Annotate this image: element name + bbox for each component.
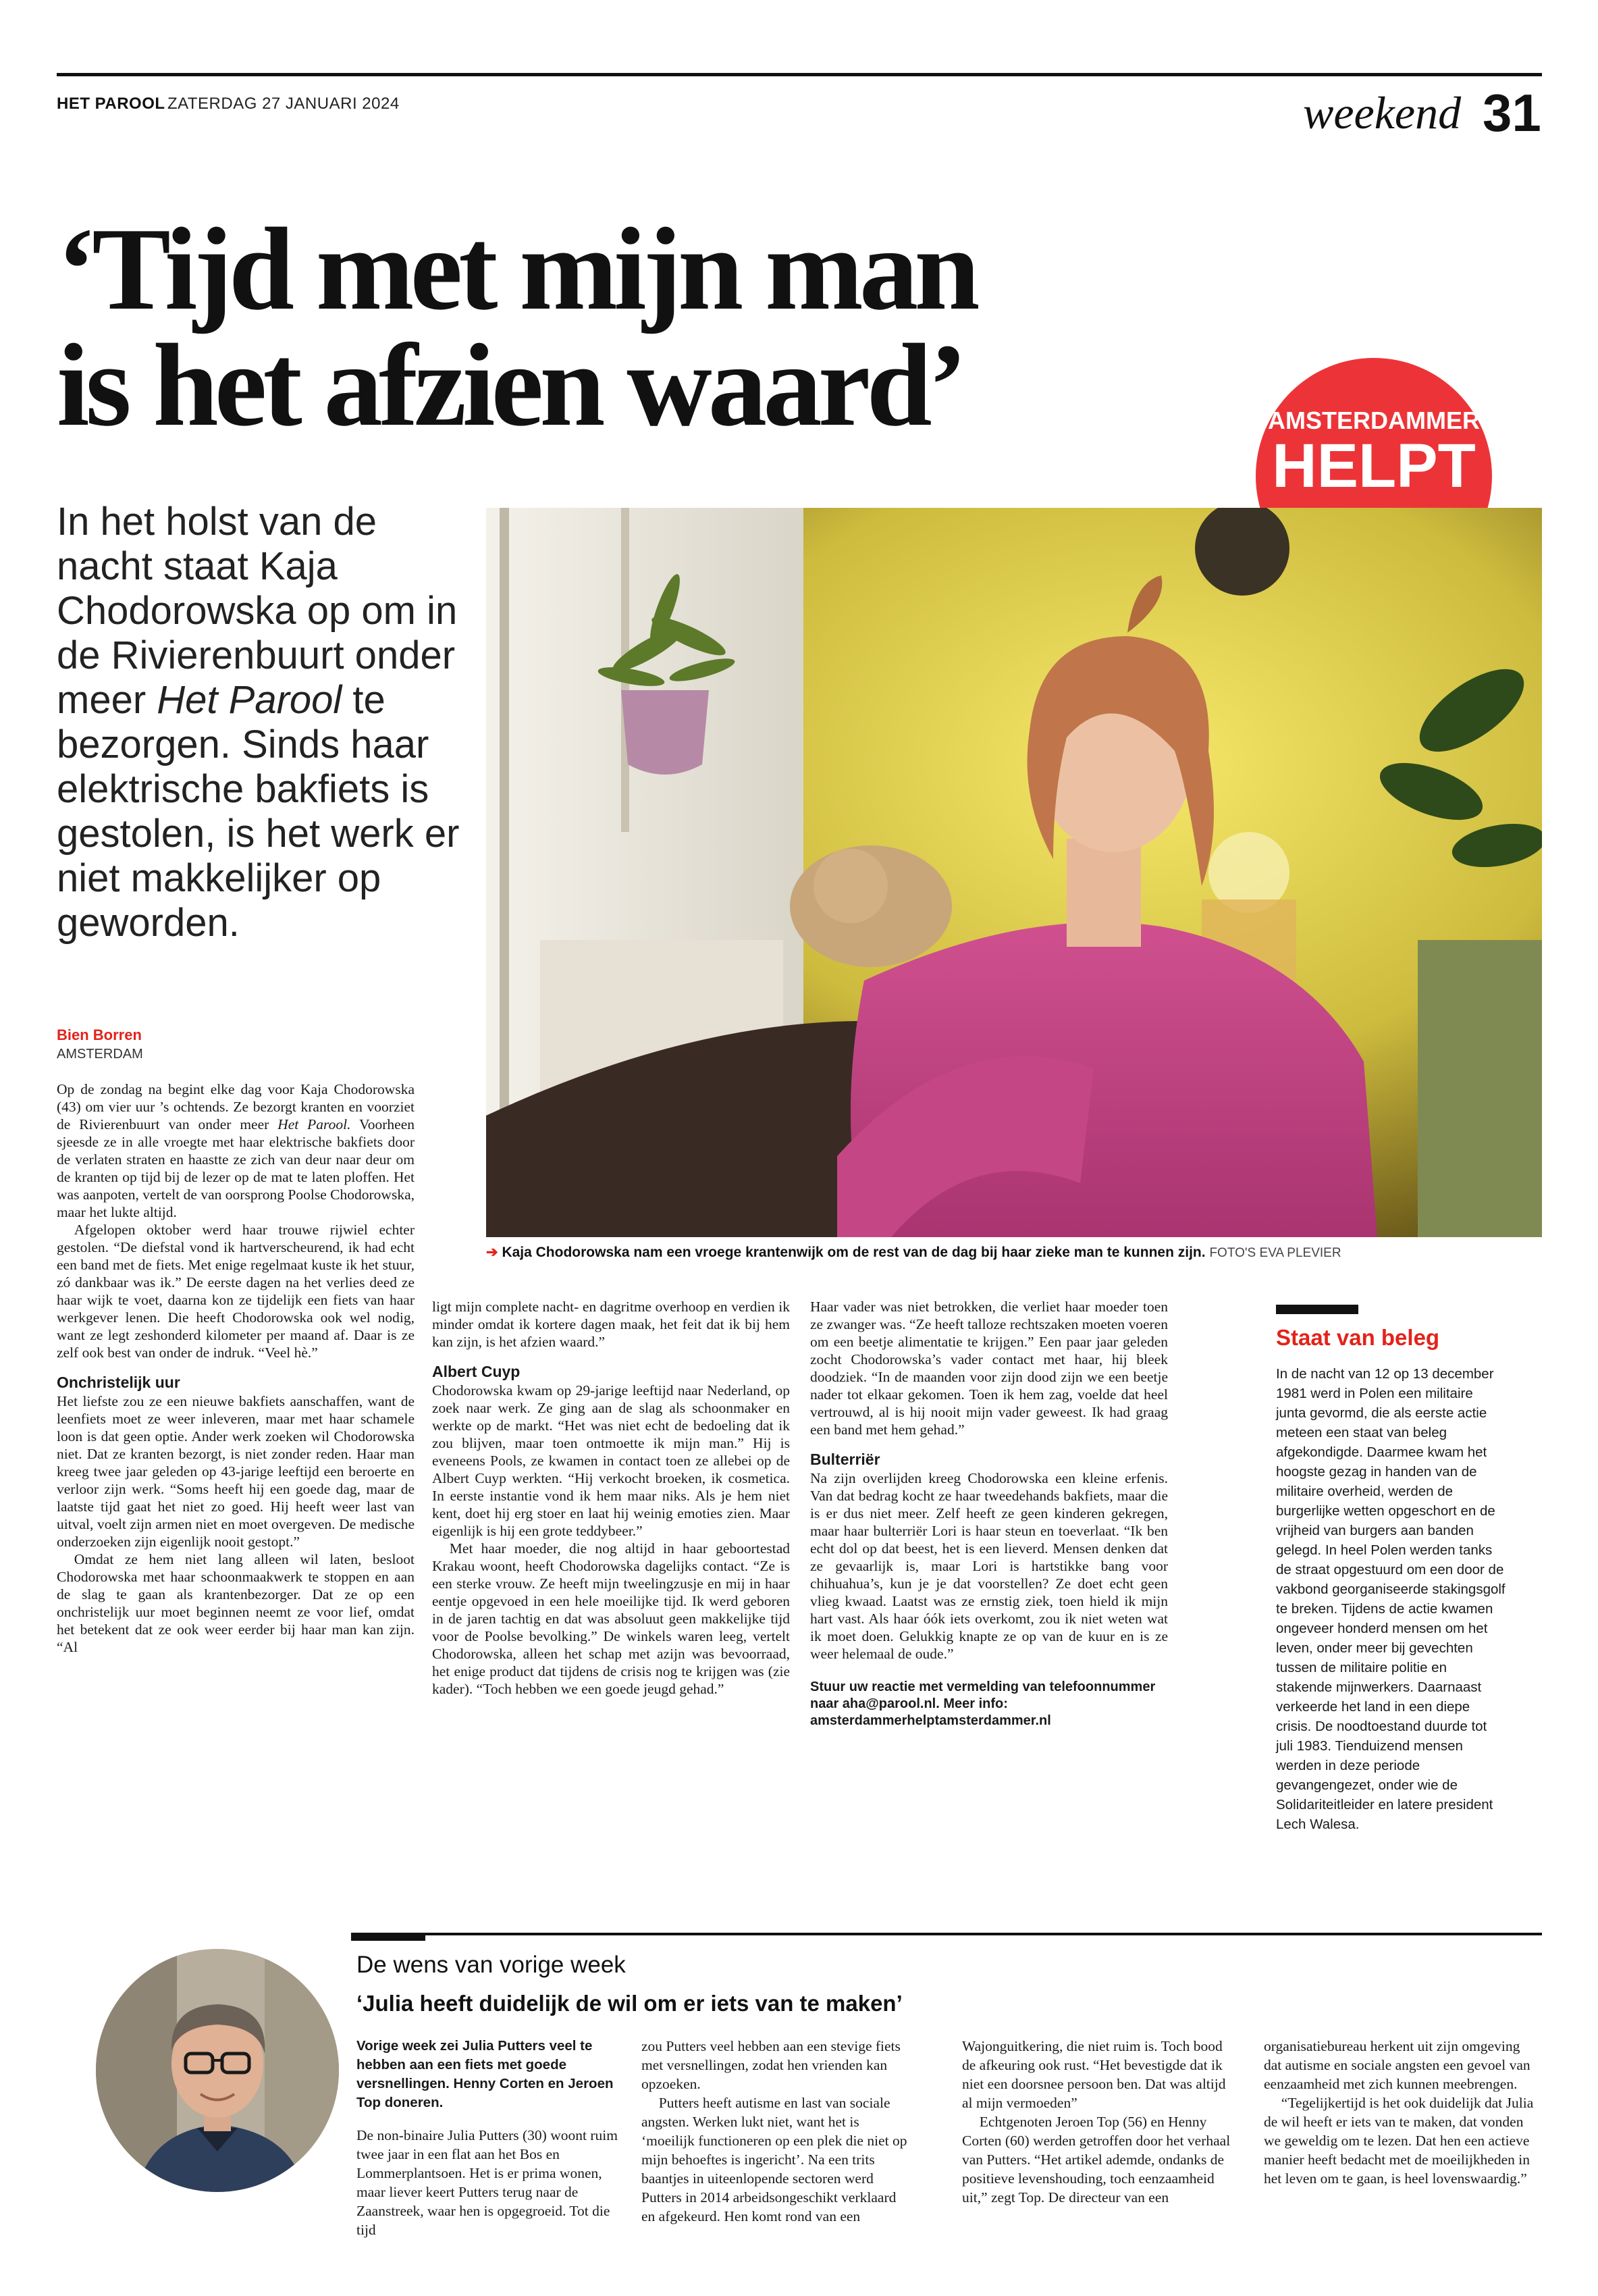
wens-column-4 (1264, 2037, 1541, 2188)
wens-paragraph: Putters heeft autisme en last van sociale angsten. Werken lukt niet, want het is ‘moeilijk functioneren op een plek die niet op mijn behoeftes is ingericht’. Na een trits baantjes in uiteenlopende sectoren werd Putters in 2014 arbeidsongeschikt verklaard en afgekeurd. Hen komt rond van een (641, 2095, 907, 2224)
article-paragraph: Omdat ze hem niet lang alleen wil laten, besloot Chodorowska met haar schoonmaakwerk te stoppen en aan de slag te gaan als krantenbezorger. Dat ze op een onchristelijk uur moet beginnen neemt ze voor lief, omdat het betekent dat ze ook weer eerder bij haar man kan zijn. “Al (57, 1551, 415, 1655)
byline-name: Bien Borren (57, 1026, 142, 1043)
caption-text: Kaja Chodorowska nam een vroege krantenwijk om de rest van de dag bij haar zieke man te kunnen zijn. (502, 1245, 1206, 1260)
sidebar-title: Staat van beleg (1276, 1325, 1440, 1350)
section-label: weekend (1303, 87, 1462, 138)
article-text: Op de zondag na begint elke dag voor Kaja Chodorowska (43) om vier uur ’s ochtends. Ze bezorgt kranten en voorziet de Rivierenbuurt van onder meer (57, 1081, 415, 1132)
badge-top-text: AMSTERDAMMER (1268, 407, 1480, 434)
intro-italic: Het Parool (157, 678, 342, 722)
intro-text-1: In het holst van de nacht staat Kaja Chodorowska op om in de Rivierenbuurt onder meer (57, 500, 458, 722)
article-subheading: Albert Cuyp (432, 1363, 521, 1380)
portrait-illustration (96, 1949, 339, 2192)
wens-paragraph: De non-binaire Julia Putters (30) woont ruim twee jaar in een flat aan het Bos en Lommerplantsoen. Het is er prima wonen, maar liever keert Putters terug naar de Zaanstreek, waar hen is opgegroeid. Tot die tijd (356, 2127, 618, 2238)
article-paragraph (57, 1080, 415, 1221)
article-paragraph: Na zijn overlijden kreeg Chodorowska een kleine erfenis. Van dat bedrag kocht ze haar tweedehands bakfiets, maar die is er dus niet meer. Zelf heeft ze geen kinderen gekregen, maar haar bulterriër Lori is haar steun en toeverlaat. “Ik ben echt dol op dat beest, het is een lieverd. Mensen denken dat ze gevaarlijk is, maar Lori is hartstikke bang voor chihuahua’s, kun je je dat voorstellen? Ze doet echt geen vlieg kwaad. Laatst was ze ernstig ziek, toen hield ik mijn hart vast. Als haar óók iets overkomt, zou ik niet weten wat ik moet doen. Gelukkig knapte ze op van de kuur en is ze weer helemaal de oude.” (810, 1470, 1168, 1662)
article-paragraph: Haar vader was niet betrokken, die verliet haar moeder toen ze zwanger was. “Ze heeft talloze rechtszaken moeten voeren om een beetje alimentatie te krijgen.” Een paar jaar geleden zocht Chodorowska’s vader contact met haar, hij bleek doodziek. “In de maanden voor zijn dood zijn we een beetje nader tot elkaar gekomen. Toen ik hem zag, voelde dat heel vertrouwd, al is hij nooit mijn vader geweest. Ik had graag een band met hem gehad.” (810, 1299, 1168, 1438)
article-paragraph: Met haar moeder, die nog altijd in haar geboortestad Krakau woont, heeft Chodorowska dagelijks contact. “Ze is een sterke vrouw. Ze heeft mijn tweelingzusje en mij in haar eentje opgevoed in een hele moeilijke tijd. Ik werd geboren in de jaren tachtig en dat was absoluut geen makkelijke tijd voor de Poolse bevolking.” De winkels waren leeg, vertelt Chodorowska, alleen het schap met azijn was bevoorraad, het enige product dat tijdens de crisis nog te krijgen was (zie kader). “Toch hebben we een goede jeugd gehad.” (432, 1540, 790, 1697)
wens-column-2 (641, 2037, 911, 2226)
wens-column-3 (962, 2037, 1232, 2207)
article-paragraph: Afgelopen oktober werd haar trouwe rijwiel echter gestolen. “De diefstal vond ik hartverscheurend, ik had echt een band met de fiets. Met enige regelmaat kuste ik het stuur, zó dankbaar was ik.” De eerste dagen na het verlies deed ze haar wijk te voet, daarna kon ze tijdelijk een fiets van haar werkgever lenen. Die heeft Chodorowska ook wel nodig, want ze legt zeshonderd kilometer per maand af. Daar is ze zelf ook best van onder de indruk. “Veel hè.” (57, 1222, 415, 1361)
photo-caption (486, 1244, 1542, 1261)
wens-paragraph: Echtgenoten Jeroen Top (56) en Henny Corten (60) werden getroffen door het verhaal van Putters. “Het artikel ademde, ondanks de positieve levenshouding, toch eenzaamheid uit,” zegt Top. De directeur van een (962, 2114, 1231, 2206)
portrait-photo (96, 1949, 339, 2192)
article-italic: Het Parool. (277, 1116, 351, 1132)
headline-line-2: is het afzien waard’ (57, 319, 963, 450)
wens-paragraph: zou Putters veel hebben aan een stevige fiets met versnellingen, zodat hen vrienden kan opzoeken. (641, 2038, 901, 2092)
intro-paragraph (57, 500, 462, 945)
masthead-paper-name: HET PAROOL (57, 95, 165, 113)
caption-arrow-icon: ➔ (486, 1245, 498, 1260)
wens-rule (351, 1933, 1542, 1935)
article-column-2 (432, 1298, 790, 1698)
page-number: 31 (1483, 83, 1541, 142)
reaction-call-to-action: Stuur uw reactie met vermelding van telefoonnummer naar aha@parool.nl. Meer info: amsterdammerhelptamsterdammer.nl (810, 1679, 1156, 1728)
headline-line-1: ‘Tijd met mijn man (57, 203, 976, 334)
sidebar-text: In de nacht van 12 op 13 december 1981 werd in Polen een militaire junta gevormd, die als eerste actie meteen een staat van beleg afgekondigde. Daarmee kwam het hoogste gezag in handen van de militaire overheid, werden de burgerlijke wetten opgeschort en de vrijheid van burgers aan banden gelegd. In heel Polen werden tanks de straat opgestuurd om een door de vakbond georganiseerde stakingsgolf te breken. Tijdens de actie kwamen ongeveer honderd mensen om het leven, onder meer bij gevechten tussen de militaire politie en stakende mijnwerkers. Daarnaast verkeerde het land in een diepe crisis. De noodtoestand duurde tot juli 1983. Tienduizend mensen werden in deze periode gevangengezet, onder wie de Solidariteitleider en latere president Lech Walesa. (1276, 1366, 1506, 1832)
wens-paragraph: Wajonguitkering, die niet ruim is. Toch bood de afkeuring ook rust. “Het bevestigde dat ik niet een doorsnee persoon ben. Dat was altijd al mijn vermoeden” (962, 2038, 1226, 2111)
wens-paragraph: “Tegelijkertijd is het ook duidelijk dat Julia de wil heeft er iets van te maken, dat vonden we geweldig om te lezen. Dat hen een actieve manier heeft bedacht met de moeilijkheden in het leven om te gaan, is heel lovenswaardig.” (1264, 2095, 1534, 2187)
article-paragraph: Het liefste zou ze een nieuwe bakfiets aanschaffen, want de leenfiets moet ze weer inleveren, maar met haar schamele loon is dat geen optie. Ander werk zoeken wil Chodorowska niet. Dat ze kranten bezorgt, is niet zonder reden. Haar man kreeg twee jaar geleden op 43-jarige leeftijd een beroerte en verloor zijn werk. “Soms heeft hij een goede dag, maar de laatste tijd gaat het niet zo goed. Hij heeft weer last van uitval, voelt zijn armen niet en moet overgeven. De medische onderzoeken zijn eigenlijk nooit gestopt.” (57, 1393, 415, 1550)
article-column-3 (810, 1298, 1168, 1729)
main-photo (486, 508, 1542, 1237)
badge-main-text: HELPT (1272, 432, 1476, 500)
headline (57, 203, 1245, 450)
photo-credit: FOTO'S EVA PLEVIER (1209, 1246, 1341, 1260)
article-paragraph: Chodorowska kwam op 29-jarige leeftijd naar Nederland, op zoek naar werk. Ze ging aan de slag als schoonmaker en werkte op de markt. “Het was niet echt de bedoeling dat ik zou blijven, maar toen ontmoette ik mijn man.” Hij is eveneens Pools, ze kwamen in contact toen ze allebei op de Albert Cuyp werkten. “Hij verkocht broeken, ik cosmetica. In eerste instantie vond ik hem maar niks. Als je hem niet kent, doet hij erg stoer en laat hij weinig emoties zien. Maar eigenlijk is hij een grote teddybeer.” (432, 1382, 790, 1539)
article-text: Voorheen sjeesde ze in alle vroegte met haar elektrische bakfiets door de verlaten straten en haastte ze zich van deur naar deur om de kranten op tijd bij de lezer op de mat te laten ploffen. Het was aanpoten, vertelt de van oorsprong Poolse Chodorowska, maar het lukte altijd. (57, 1116, 415, 1220)
byline-place: AMSTERDAM (57, 1047, 143, 1062)
article-column-1 (57, 1080, 415, 1656)
photo-illustration (486, 508, 1542, 1237)
wens-column-1 (356, 2037, 627, 2239)
masthead-date: ZATERDAG 27 JANUARI 2024 (167, 95, 400, 113)
sidebar-rule (1276, 1305, 1358, 1314)
article-subheading: Onchristelijk uur (57, 1374, 180, 1391)
wens-rule-accent (351, 1933, 425, 1941)
wens-section-label: De wens van vorige week (356, 1952, 626, 1978)
top-rule (57, 73, 1542, 76)
article-subheading: Bulterriër (810, 1451, 880, 1468)
wens-lede: Vorige week zei Julia Putters veel te hebben aan een fiets met goede versnellingen. Henny Corten en Jeroen Top doneren. (356, 2038, 614, 2110)
article-paragraph: ligt mijn complete nacht- en dagritme overhoop en verdien ik minder omdat ik kortere dagen maak, het feit dat ik bij hem kan zijn, is het afzien waard.” (432, 1299, 790, 1350)
wens-paragraph: organisatiebureau herkent uit zijn omgeving dat autisme en sociale angsten een gevoel van eenzaamheid met zich kunnen meebrengen. (1264, 2038, 1530, 2092)
wens-headline: ‘Julia heeft duidelijk de wil om er iets van te maken’ (356, 1991, 903, 2016)
intro-text-2: te bezorgen. Sinds haar elektrische bakfiets is gestolen, is het werk er niet makkelijker op geworden. (57, 678, 460, 945)
